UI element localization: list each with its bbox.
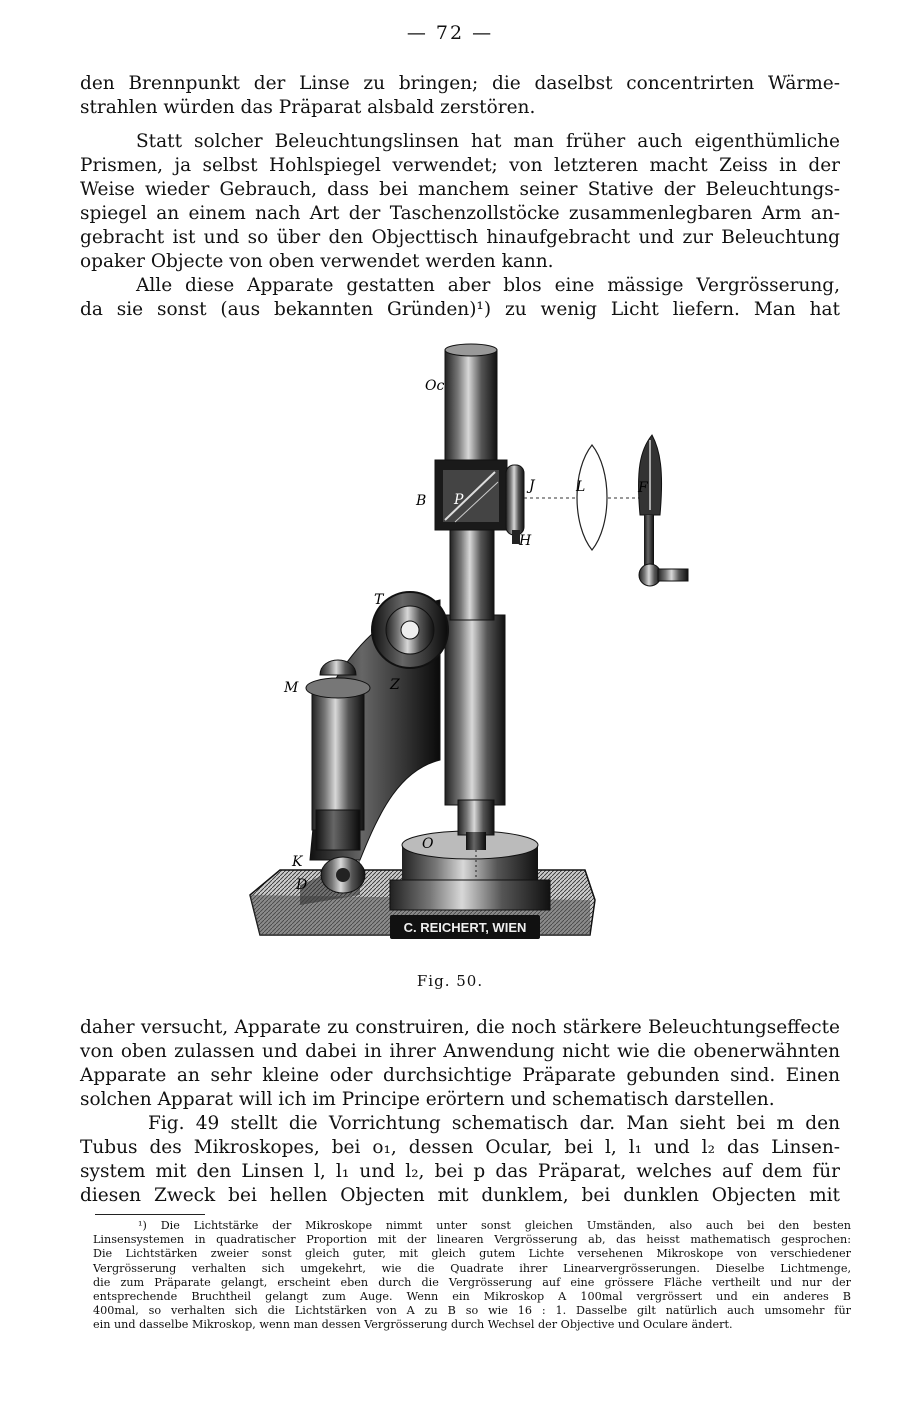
footnote-line: ¹) Die Lichtstärke der Mikroskope nimmt unter sonst gleichen Umständen, also auch bei den besten bbox=[138, 1219, 851, 1232]
footnote-line: entsprechende Bruchtheil gelangt zum Auge. Wenn ein Mikroskop A 100mal vergrössert und ein anderes B bbox=[93, 1290, 851, 1304]
page-number: — 72 — bbox=[406, 22, 494, 44]
text-line: Weise wieder Gebrauch, dass bei manchem seiner Stative der Beleuchtungs- bbox=[80, 179, 840, 200]
text-line: daher versucht, Apparate zu construiren, die noch stärkere Beleuchtungseffecte bbox=[80, 1017, 840, 1038]
text-line: gebracht ist und so über den Objecttisch hinaufgebracht und zur Beleuchtung bbox=[80, 227, 840, 248]
footnote-line: Linsensystemen in quadratischer Proportion mit der linearen Vergrösserung ab, das heisst mathematisch gesprochen: bbox=[93, 1233, 851, 1247]
label-z: Z bbox=[390, 677, 400, 693]
text-line: opaker Objecte von oben verwendet werden kann. bbox=[80, 251, 554, 272]
label-m: M bbox=[284, 680, 299, 696]
label-l: L bbox=[576, 479, 586, 495]
text-line: von oben zulassen und dabei in ihrer Anwendung nicht wie die obenerwähnten bbox=[80, 1041, 840, 1062]
text-line: Statt solcher Beleuchtungslinsen hat man früher auch eigenthümliche bbox=[136, 131, 840, 152]
paragraph-2 bbox=[80, 130, 840, 274]
label-d: D bbox=[296, 877, 308, 893]
paragraph-1 bbox=[80, 72, 840, 120]
text-line: strahlen würden das Präparat alsbald zerstören. bbox=[80, 97, 536, 118]
label-f: F bbox=[638, 480, 648, 496]
microscope-illustration bbox=[240, 340, 648, 980]
text-line: diesen Zweck bei hellen Objecten mit dunklem, bei dunklen Objecten mit bbox=[80, 1185, 840, 1206]
text-line: da sie sonst (aus bekannten Gründen)¹) zu wenig Licht liefern. Man hat bbox=[80, 299, 840, 320]
footnote bbox=[93, 1219, 851, 1333]
paragraph-4 bbox=[80, 1016, 840, 1112]
footnote-line: ein und dasselbe Mikroskop, wenn man dessen Vergrösserung durch Wechsel der Objective und Oculare ändert. bbox=[93, 1318, 733, 1332]
label-t: T bbox=[374, 592, 384, 608]
label-b: B bbox=[416, 493, 427, 509]
text-line: den Brennpunkt der Linse zu bringen; die daselbst concentrirten Wärme- bbox=[80, 73, 840, 94]
text-line: system mit den Linsen l, l₁ und l₂, bei p das Präparat, welches auf dem für bbox=[80, 1161, 840, 1182]
footnote-line: Vergrösserung verhalten sich umgekehrt, wie die Quadrate ihrer Linearvergrösserungen. Dieselbe Lichtmenge, bbox=[93, 1261, 851, 1275]
text-line: Tubus des Mikroskopes, bei o₁, dessen Ocular, bei l, l₁ und l₂ das Linsen- bbox=[80, 1137, 840, 1158]
label-oc: Oc bbox=[425, 378, 445, 394]
paragraph-3 bbox=[80, 274, 840, 322]
paragraph-5 bbox=[80, 1112, 840, 1208]
text-line: Prismen, ja selbst Hohlspiegel verwendet; von letzteren macht Zeiss in der bbox=[80, 155, 840, 176]
footnote-line: 400mal, so verhalten sich die Lichtstärken von A zu B so wie 16 : 1. Dasselbe gilt natürlich auch umsomehr für bbox=[93, 1304, 851, 1318]
footnote-line: die zum Präparate gelangt, erscheint eben durch die Vergrösserung auf eine grössere Fläche vertheilt und nur der bbox=[93, 1275, 851, 1289]
label-p: P bbox=[454, 492, 464, 508]
figure-caption: Fig. 50. bbox=[416, 972, 484, 990]
label-j: J bbox=[529, 478, 535, 494]
text-line: Alle diese Apparate gestatten aber blos eine mässige Vergrösserung, bbox=[136, 275, 840, 296]
maker-plate: C. REICHERT, WIEN bbox=[403, 920, 527, 935]
text-line: solchen Apparat will ich im Principe erörtern und schematisch darstellen. bbox=[80, 1089, 775, 1110]
label-o: O bbox=[422, 836, 434, 852]
footnote-line: Die Lichtstärken zweier sonst gleich guter, mit gleich gutem Lichte versehenen Mikroskope von verschiedener bbox=[93, 1247, 851, 1261]
label-k: K bbox=[292, 854, 303, 870]
label-h: H bbox=[519, 533, 532, 549]
text-line: spiegel an einem nach Art der Taschenzollstöcke zusammenlegbaren Arm an- bbox=[80, 203, 840, 224]
footnote-rule bbox=[95, 1214, 205, 1215]
text-line: Apparate an sehr kleine oder durchsichtige Präparate gebunden sind. Einen bbox=[80, 1065, 840, 1086]
text-line: Fig. 49 stellt die Vorrichtung schematisch dar. Man sieht bei m den bbox=[148, 1113, 840, 1134]
